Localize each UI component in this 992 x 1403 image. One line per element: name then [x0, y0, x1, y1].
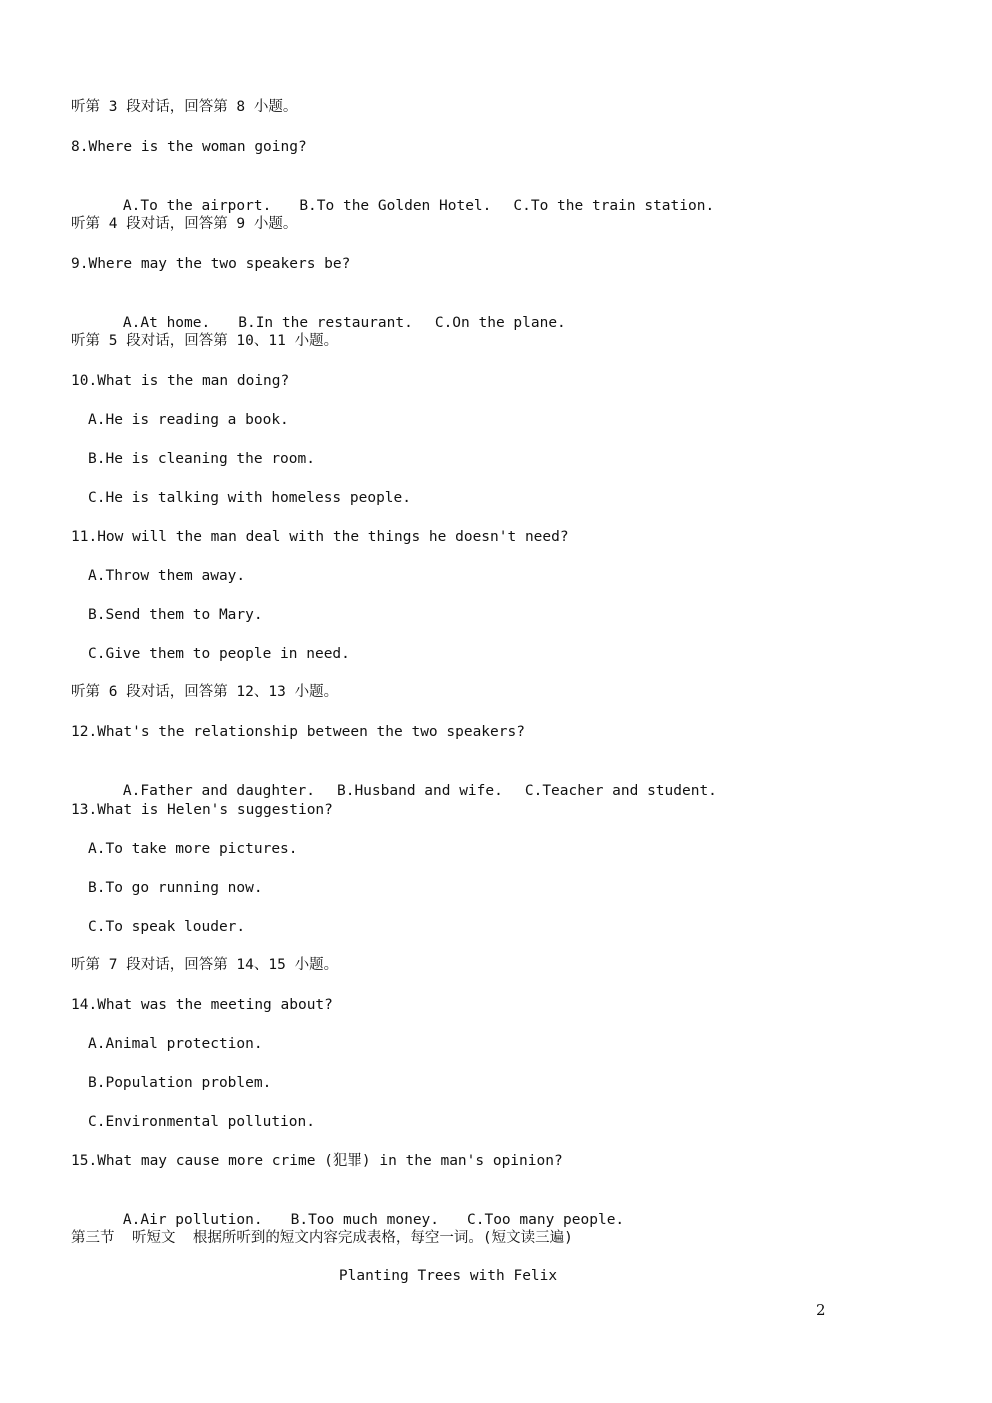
question-14-option-c: C.Environmental pollution.	[88, 1114, 315, 1130]
option-b: B.Husband and wife.	[336, 783, 503, 799]
question-14-option-a: A.Animal protection.	[88, 1036, 263, 1052]
option-a: A.At home.	[122, 315, 211, 331]
section-heading-7: 听第 7 段对话，回答第 14、15 小题。	[71, 957, 339, 973]
question-11-option-b: B.Send them to Mary.	[88, 607, 263, 623]
section-heading-5: 听第 5 段对话，回答第 10、11 小题。	[71, 333, 339, 349]
question-10-stem: 10.What is the man doing?	[71, 373, 290, 389]
option-c: C.Too many people.	[467, 1212, 625, 1228]
option-b: B.To the Golden Hotel.	[299, 198, 492, 214]
question-13-option-a: A.To take more pictures.	[88, 841, 298, 857]
question-10-option-c: C.He is talking with homeless people.	[88, 490, 412, 506]
option-b: B.In the restaurant.	[238, 315, 413, 331]
option-c: C.Teacher and student.	[524, 783, 717, 799]
option-b: B.Too much money.	[290, 1212, 440, 1228]
question-9-stem: 9.Where may the two speakers be?	[71, 256, 351, 272]
question-10-option-b: B.He is cleaning the room.	[88, 451, 315, 467]
question-13-option-c: C.To speak louder.	[88, 919, 246, 935]
question-11-option-c: C.Give them to people in need.	[88, 646, 350, 662]
question-13-stem: 13.What is Helen's suggestion?	[71, 802, 333, 818]
passage-title: Planting Trees with Felix	[338, 1268, 558, 1284]
question-14-option-b: B.Population problem.	[88, 1075, 272, 1091]
option-a: A.Father and daughter.	[122, 783, 315, 799]
question-10-option-a: A.He is reading a book.	[88, 412, 289, 428]
question-14-stem: 14.What was the meeting about?	[71, 997, 333, 1013]
page-number: 2	[816, 1301, 826, 1319]
question-11-stem: 11.How will the man deal with the things he doesn't need?	[71, 529, 569, 545]
section-heading-6: 听第 6 段对话，回答第 12、13 小题。	[71, 684, 339, 700]
question-8-stem: 8.Where is the woman going?	[71, 139, 307, 155]
question-13-option-b: B.To go running now.	[88, 880, 263, 896]
option-c: C.To the train station.	[513, 198, 715, 214]
question-15-stem: 15.What may cause more crime (犯罪) in the man's opinion?	[71, 1153, 563, 1169]
section-heading-3: 听第 3 段对话，回答第 8 小题。	[71, 99, 298, 115]
option-c: C.On the plane.	[434, 315, 566, 331]
section-heading-4: 听第 4 段对话，回答第 9 小题。	[71, 216, 298, 232]
option-a: A.Air pollution.	[122, 1212, 263, 1228]
question-12-stem: 12.What's the relationship between the two speakers?	[71, 724, 525, 740]
part-three-instructions: 第三节 听短文 根据所听到的短文内容完成表格，每空一词。(短文读三遍)	[71, 1230, 573, 1246]
question-11-option-a: A.Throw them away.	[88, 568, 246, 584]
option-a: A.To the airport.	[122, 198, 272, 214]
